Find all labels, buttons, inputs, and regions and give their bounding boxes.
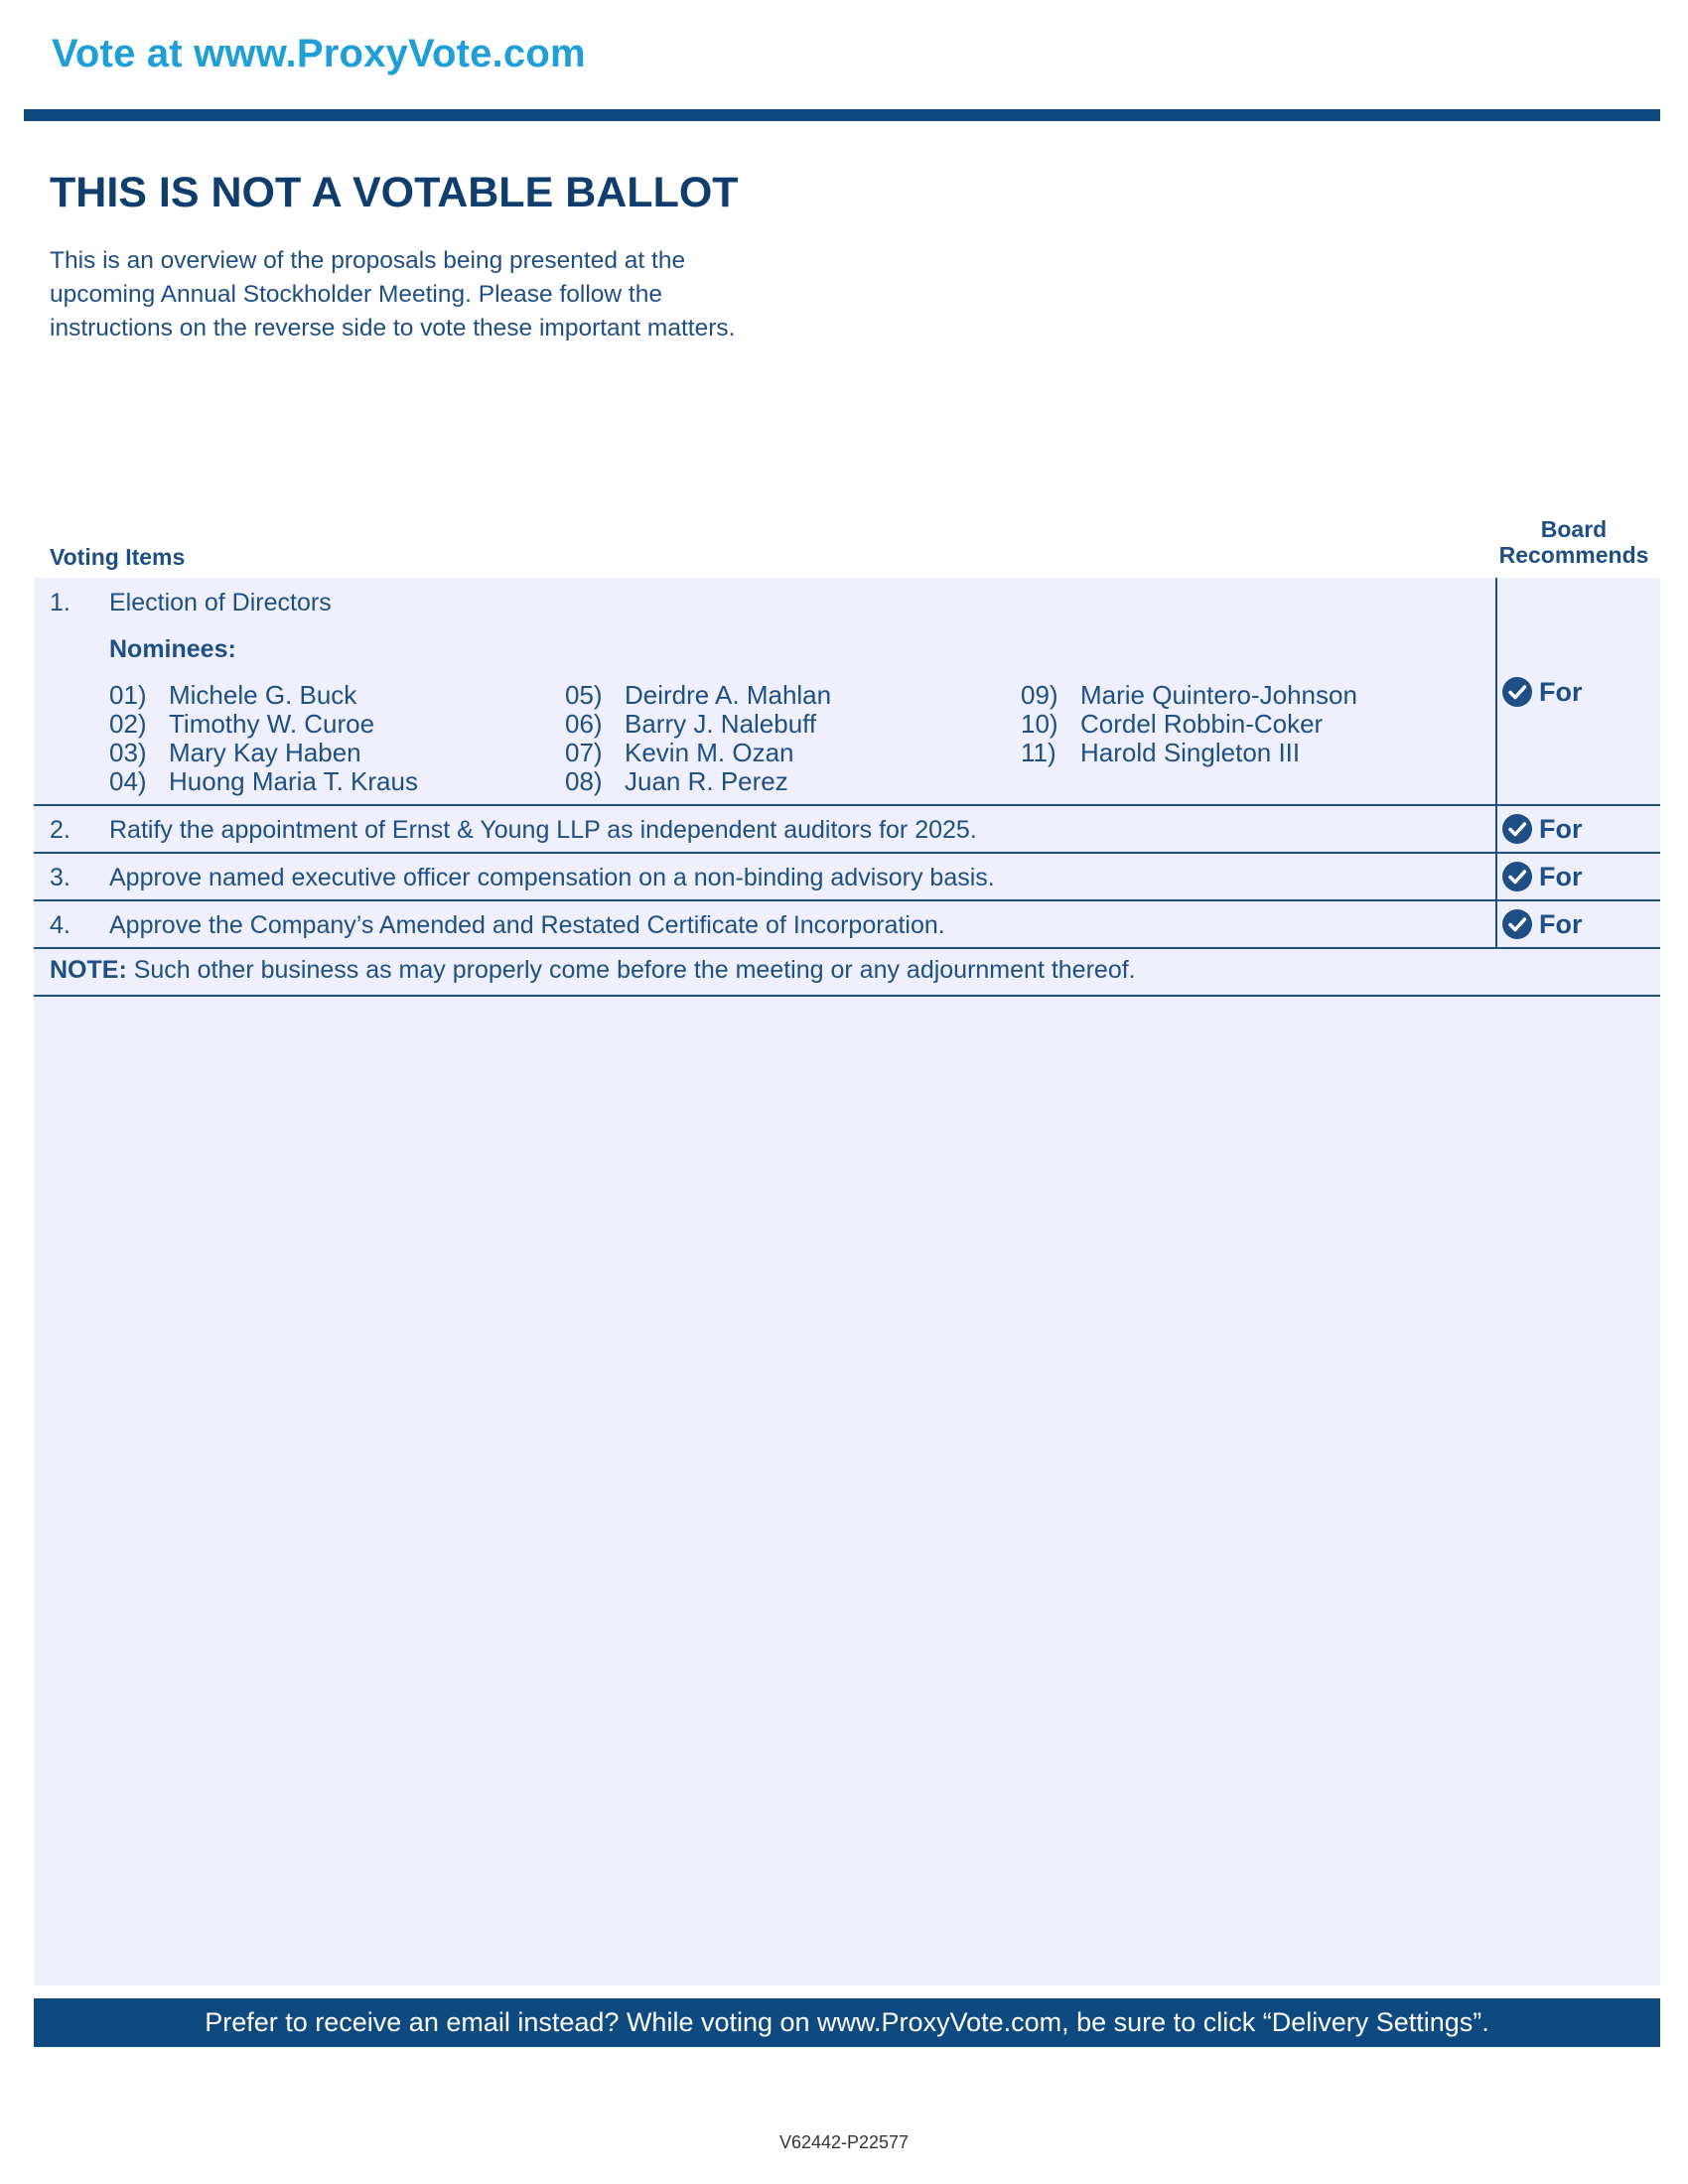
check-circle-icon <box>1501 813 1533 845</box>
board-header-line: Recommends <box>1498 542 1649 568</box>
nominee: 03) Mary Kay Haben <box>109 738 361 767</box>
nominee: 04) Huong Maria T. Kraus <box>109 766 418 796</box>
intro-text <box>50 244 804 345</box>
intro-line: instructions on the reverse side to vote these important matters. <box>50 315 736 341</box>
proposal-text: Approve named executive officer compensation on a non-binding advisory basis. <box>109 864 995 891</box>
recommendation-badge <box>1501 812 1583 846</box>
recommendation-badge <box>1501 675 1583 709</box>
proposal-number: 1. <box>50 589 70 616</box>
nominee: 08) Juan R. Perez <box>565 766 788 796</box>
recommendation-badge <box>1501 860 1583 893</box>
proposal-text: Ratify the appointment of Ernst & Young LLP as independent auditors for 2025. <box>109 816 977 844</box>
note-text <box>50 956 1136 985</box>
note-label: NOTE: <box>50 956 127 984</box>
nominee: 10) Cordel Robbin-Coker <box>1021 709 1324 739</box>
nominee: 05) Deirdre A. Mahlan <box>565 680 832 710</box>
nominee-column <box>109 681 418 796</box>
recommendation-label: For <box>1539 813 1583 844</box>
recommendation-column-divider <box>1495 578 1497 947</box>
intro-line: upcoming Annual Stockholder Meeting. Please follow the <box>50 281 662 308</box>
check-circle-icon <box>1501 861 1533 892</box>
check-circle-icon <box>1501 676 1533 708</box>
nominee: 07) Kevin M. Ozan <box>565 738 794 767</box>
vote-at-proxyvote-link[interactable]: Vote at www.ProxyVote.com <box>52 32 586 75</box>
recommendation-label: For <box>1539 676 1583 707</box>
nominee: 06) Barry J. Nalebuff <box>565 709 817 739</box>
proposal-number: 3. <box>50 864 70 891</box>
note-body: Such other business as may properly come before the meeting or any adjournment thereof. <box>126 956 1136 984</box>
nominee: 01) Michele G. Buck <box>109 680 357 710</box>
intro-line: This is an overview of the proposals being presented at the <box>50 247 686 274</box>
voting-items-header: Voting Items <box>50 544 186 570</box>
proposal-number: 2. <box>50 816 70 844</box>
nominee: 09) Marie Quintero-Johnson <box>1021 680 1357 710</box>
board-recommends-header <box>1481 516 1666 568</box>
recommendation-badge <box>1501 907 1583 941</box>
board-header-line: Board <box>1540 516 1608 542</box>
proposal-number: 4. <box>50 911 70 939</box>
document-code: V62442-P22577 <box>778 2132 910 2152</box>
header-divider <box>24 109 1660 121</box>
proposal-text: Approve the Company’s Amended and Restated Certificate of Incorporation. <box>109 911 945 939</box>
nominees-label: Nominees: <box>109 635 236 663</box>
nominee: 02) Timothy W. Curoe <box>109 709 375 739</box>
delivery-settings-banner: Prefer to receive an email instead? While voting on www.ProxyVote.com, be sure to click “Delivery Settings”. <box>34 1998 1660 2047</box>
nominee-column <box>565 681 831 796</box>
proposal-text: Election of Directors <box>109 589 332 616</box>
nominee-column <box>1021 681 1357 767</box>
recommendation-label: For <box>1539 861 1583 891</box>
check-circle-icon <box>1501 908 1533 940</box>
nominee: 11) Harold Singleton III <box>1021 738 1301 767</box>
recommendation-label: For <box>1539 908 1583 939</box>
page-title: THIS IS NOT A VOTABLE BALLOT <box>50 169 739 216</box>
